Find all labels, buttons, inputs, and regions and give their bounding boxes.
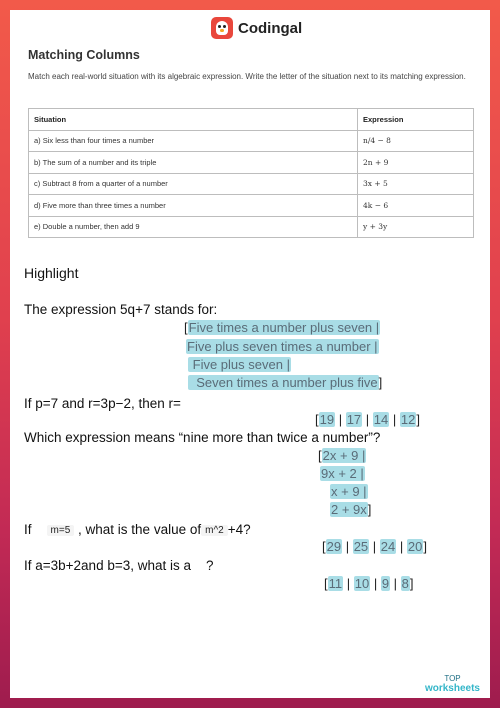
option-11[interactable]: 11 (328, 576, 343, 591)
table-header-row (29, 109, 474, 131)
question-3-option[interactable]: x + 9 | (331, 484, 367, 499)
table-row (29, 130, 474, 152)
option-20[interactable]: 20 (407, 539, 423, 554)
brand-logo (211, 17, 302, 39)
worksheet-page (10, 10, 490, 698)
section-instructions: Match each real-world situation with its algebraic expression. Write the letter of the situation next to its matching expression. (28, 72, 466, 81)
question-5-prompt: If a=3b+2and b=3, what is a ? (24, 558, 214, 573)
situation-cell: d) Five more than three times a number (29, 195, 358, 217)
matching-table (28, 108, 474, 238)
question-3-option[interactable]: [2x + 9 | (318, 448, 366, 463)
penguin-icon (211, 17, 233, 39)
question-4-options: [29 | 25 | 24 | 20] (322, 539, 427, 554)
option-14[interactable]: 14 (373, 412, 389, 427)
expression-cell: 3x + 5 (358, 173, 474, 195)
math-expression: m^2 (201, 525, 228, 536)
question-2-options: [19 | 17 | 14 | 12] (315, 412, 420, 427)
option-12[interactable]: 12 (400, 412, 416, 427)
expression-cell: y + 3y (358, 216, 474, 238)
situation-cell: e) Double a number, then add 9 (29, 216, 358, 238)
situation-cell: a) Six less than four times a number (29, 130, 358, 152)
question-1-option[interactable]: Seven times a number plus five] (188, 375, 382, 390)
table-row (29, 195, 474, 217)
option-17[interactable]: 17 (346, 412, 362, 427)
option-8[interactable]: 8 (401, 576, 409, 591)
option-9[interactable]: 9 (381, 576, 390, 591)
situation-cell: c) Subtract 8 from a quarter of a number (29, 173, 358, 195)
question-1-option[interactable]: [Five times a number plus seven | (184, 320, 380, 335)
table-row (29, 173, 474, 195)
expression-cell: n/4 − 8 (358, 130, 474, 152)
option-24[interactable]: 24 (380, 539, 396, 554)
option-10[interactable]: 10 (354, 576, 370, 591)
column-header-expression: Expression (358, 109, 474, 131)
expression-cell: 4k − 6 (358, 195, 474, 217)
question-3-option[interactable]: 2 + 9x] (331, 502, 372, 517)
question-1-option[interactable]: Five plus seven | (188, 357, 291, 372)
question-3-option[interactable]: 9x + 2 | (321, 466, 364, 481)
question-1-prompt: The expression 5q+7 stands for: (24, 302, 218, 317)
highlight-section-title: Highlight (24, 265, 79, 281)
column-header-situation: Situation (29, 109, 358, 131)
expression-cell: 2n + 9 (358, 152, 474, 174)
table-row (29, 216, 474, 238)
question-4-prompt: If m=5 , what is the value of m^2 +4? (24, 522, 251, 537)
table-row (29, 152, 474, 174)
brand-name: Codingal (238, 19, 303, 37)
situation-cell: b) The sum of a number and its triple (29, 152, 358, 174)
question-1-option[interactable]: Five plus seven times a number | (187, 339, 378, 354)
math-expression: m=5 (47, 525, 75, 536)
question-2-prompt: If p=7 and r=3p−2, then r= (24, 396, 181, 411)
question-5-options: [11 | 10 | 9 | 8] (324, 576, 414, 591)
question-3-prompt: Which expression means “nine more than twice a number”? (24, 430, 381, 445)
section-title: Matching Columns (28, 48, 140, 62)
option-25[interactable]: 25 (353, 539, 369, 554)
option-29[interactable]: 29 (326, 539, 342, 554)
top-worksheets-logo: TOP worksheets (424, 674, 480, 694)
option-19[interactable]: 19 (319, 412, 335, 427)
